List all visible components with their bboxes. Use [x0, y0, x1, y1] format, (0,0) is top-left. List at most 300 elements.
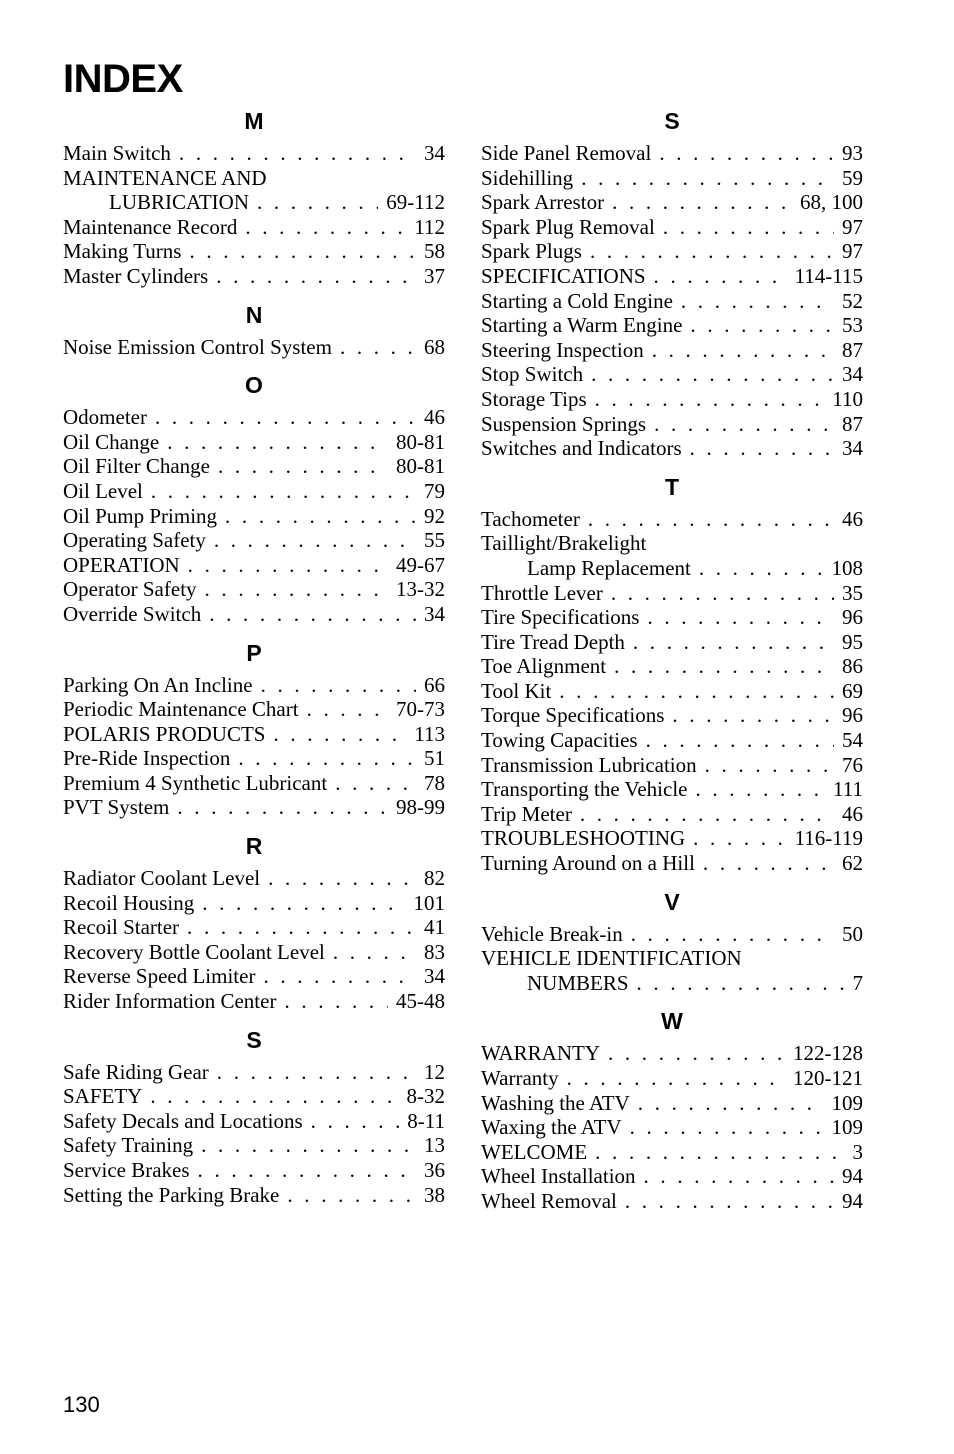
- dot-leader: [189, 239, 416, 264]
- index-entry: [63, 264, 445, 289]
- entry-page: 101: [413, 890, 445, 915]
- entry-page: 46: [842, 506, 863, 531]
- entry-name: Override Switch: [63, 601, 202, 626]
- dot-leader: [631, 922, 834, 947]
- index-entry: [481, 1066, 863, 1091]
- entry-name: Switches and Indicators: [481, 436, 682, 461]
- entry-page: 37: [424, 263, 445, 288]
- index-entry: [63, 673, 445, 698]
- index-entry: [481, 753, 863, 778]
- entry-page: 51: [424, 746, 445, 771]
- dot-leader: [216, 264, 416, 289]
- index-entry: [63, 891, 445, 916]
- index-entry: [481, 728, 863, 753]
- dot-leader: [177, 795, 388, 820]
- index-entry: [481, 289, 863, 314]
- dot-leader: [567, 1066, 785, 1091]
- dot-leader: [187, 915, 416, 940]
- entry-name: Side Panel Removal: [481, 141, 652, 165]
- dot-leader: [214, 528, 416, 553]
- entry-name: Parking On An Incline: [63, 672, 253, 697]
- entry-page: 8-11: [407, 1108, 445, 1133]
- entry-page: 111: [833, 777, 863, 802]
- dot-leader: [311, 1109, 400, 1134]
- dot-leader: [690, 313, 834, 338]
- index-entry: [481, 946, 863, 971]
- entry-name: Oil Pump Priming: [63, 503, 218, 528]
- index-entry: [63, 454, 445, 479]
- entry-page: 34: [424, 601, 445, 626]
- index-entry: [481, 922, 863, 947]
- entry-page: 34: [424, 141, 445, 165]
- index-section: [63, 639, 445, 821]
- entry-page: 120-121: [793, 1066, 863, 1090]
- index-entry: [63, 697, 445, 722]
- dot-leader: [151, 479, 416, 504]
- entry-name: Oil Filter Change: [63, 454, 210, 479]
- dot-leader: [307, 697, 388, 722]
- entry-page: 7: [852, 970, 863, 995]
- dot-leader: [703, 851, 834, 876]
- entry-page: 109: [831, 1090, 863, 1115]
- entry-name: Warranty: [481, 1066, 559, 1090]
- entry-page: 13-32: [396, 577, 445, 602]
- index-entry: [481, 777, 863, 802]
- index-entry: [481, 239, 863, 264]
- entry-name: Stop Switch: [481, 362, 584, 387]
- dot-leader: [588, 507, 834, 532]
- entry-name: Suspension Springs: [481, 411, 647, 436]
- dot-leader: [612, 190, 792, 215]
- dot-leader: [284, 989, 388, 1014]
- entry-page: 45-48: [396, 989, 445, 1014]
- index-entry: [63, 1183, 445, 1208]
- entry-name: Throttle Lever: [481, 580, 603, 605]
- entry-name: Setting the Parking Brake: [63, 1182, 280, 1207]
- index-section: [481, 888, 863, 996]
- entry-name: Toe Alignment: [481, 654, 607, 679]
- index-entry: [63, 940, 445, 965]
- dot-leader: [654, 264, 787, 289]
- index-entry: [63, 1084, 445, 1109]
- entry-page: 87: [842, 411, 863, 436]
- index-entry: [481, 1115, 863, 1140]
- entry-page: 12: [424, 1059, 445, 1084]
- entry-page: 36: [424, 1158, 445, 1182]
- index-entry: [481, 851, 863, 876]
- dot-leader: [257, 190, 378, 215]
- entry-name: WELCOME: [481, 1139, 588, 1164]
- index-section: [63, 1026, 445, 1208]
- index-entry: [63, 602, 445, 627]
- index-entry: [63, 528, 445, 553]
- entry-name: Maintenance Record: [63, 214, 238, 239]
- entry-name: Wheel Removal: [481, 1188, 617, 1213]
- entry-page: 83: [424, 939, 445, 964]
- index-entry: [481, 605, 863, 630]
- entry-name: PVT System: [63, 795, 170, 820]
- dot-leader: [647, 605, 834, 630]
- dot-leader: [150, 1084, 398, 1109]
- index-entry: [481, 679, 863, 704]
- entry-name: Recoil Starter: [63, 915, 180, 940]
- index-entry: [63, 577, 445, 602]
- dot-leader: [155, 405, 416, 430]
- entry-name: Transporting the Vehicle: [481, 777, 688, 802]
- section-letter: O: [245, 372, 263, 399]
- entry-page: 94: [842, 1164, 863, 1189]
- entry-name: Spark Plugs: [481, 239, 582, 264]
- entry-name: Starting a Cold Engine: [481, 288, 673, 313]
- dot-leader: [202, 891, 405, 916]
- entry-name: Towing Capacities: [481, 728, 638, 753]
- entry-name: Vehicle Break-in: [481, 921, 623, 946]
- index-entry: [481, 313, 863, 338]
- dot-leader: [245, 215, 406, 240]
- entry-page: 34: [842, 362, 863, 387]
- index-entry: [481, 362, 863, 387]
- entry-name: NUMBERS: [527, 970, 629, 995]
- entry-page: 50: [842, 921, 863, 946]
- entry-name: Master Cylinders: [63, 263, 209, 288]
- index-entry: [63, 989, 445, 1014]
- dot-leader: [340, 335, 416, 360]
- entry-name: WARRANTY: [481, 1041, 600, 1066]
- dot-leader: [595, 1140, 844, 1165]
- index-entry: [481, 387, 863, 412]
- entry-page: 86: [842, 654, 863, 679]
- dot-leader: [198, 1158, 416, 1183]
- index-entry: [481, 436, 863, 461]
- index-entry: [481, 141, 863, 166]
- entry-page: 87: [842, 337, 863, 362]
- dot-leader: [614, 654, 834, 679]
- dot-leader: [333, 940, 416, 965]
- index-entry: [481, 802, 863, 827]
- section-letter: S: [664, 108, 680, 134]
- entry-name: Storage Tips: [481, 386, 587, 411]
- entry-page: 96: [842, 605, 863, 630]
- entry-page: 49-67: [396, 552, 445, 577]
- index-entry: [481, 264, 863, 289]
- page-number: 130: [63, 1392, 100, 1417]
- entry-page: 116-119: [794, 826, 863, 851]
- entry-page: 68, 100: [800, 190, 863, 215]
- index-entry: [63, 166, 445, 191]
- entry-page: 97: [842, 214, 863, 239]
- dot-leader: [559, 679, 834, 704]
- entry-name: Taillight/Brakelight: [481, 531, 647, 556]
- entry-name: OPERATION: [63, 552, 180, 577]
- entry-name: Waxing the ATV: [481, 1115, 622, 1140]
- dot-leader: [672, 703, 834, 728]
- entry-page: 110: [832, 386, 863, 411]
- dot-leader: [611, 581, 834, 606]
- index-entry: [63, 915, 445, 940]
- index-column-right: [481, 106, 863, 1226]
- dot-leader: [590, 239, 834, 264]
- index-entry: [63, 504, 445, 529]
- dot-leader: [261, 673, 416, 698]
- entry-name: Washing the ATV: [481, 1090, 630, 1115]
- entry-page: 69: [842, 678, 863, 703]
- entry-page: 58: [424, 239, 445, 264]
- entry-name: Spark Plug Removal: [481, 214, 655, 239]
- index-entry: [481, 826, 863, 851]
- entry-page: 62: [842, 851, 863, 876]
- index-entry: [63, 771, 445, 796]
- dot-leader: [595, 387, 825, 412]
- index-column-left: [63, 106, 445, 1219]
- entry-page: 113: [414, 721, 445, 746]
- index-entry: [481, 1140, 863, 1165]
- entry-page: 41: [424, 915, 445, 940]
- entry-page: 34: [424, 964, 445, 989]
- entry-page: 112: [414, 214, 445, 239]
- index-entry: [63, 1158, 445, 1183]
- entry-name: Trip Meter: [481, 801, 572, 826]
- dot-leader: [581, 166, 834, 191]
- dot-leader: [654, 412, 834, 437]
- entry-name: Making Turns: [63, 239, 182, 264]
- entry-name: Oil Level: [63, 478, 143, 503]
- entry-page: 69-112: [386, 190, 445, 215]
- index-entry: [481, 531, 863, 556]
- entry-page: 68: [424, 334, 445, 359]
- index-section: [63, 301, 445, 360]
- index-entry: [63, 239, 445, 264]
- entry-name: Service Brakes: [63, 1158, 190, 1182]
- entry-name: Reverse Speed Limiter: [63, 964, 256, 989]
- index-section: [481, 1007, 863, 1213]
- index-entry: [63, 479, 445, 504]
- dot-leader: [646, 728, 834, 753]
- entry-page: 109: [831, 1115, 863, 1140]
- entry-name: Transmission Lubrication: [481, 752, 697, 777]
- dot-leader: [644, 1164, 834, 1189]
- index-entry: [481, 581, 863, 606]
- section-letter: T: [664, 473, 680, 500]
- entry-name: Spark Arrestor: [481, 190, 605, 215]
- dot-leader: [263, 964, 416, 989]
- entry-name: Lamp Replacement: [527, 555, 691, 580]
- entry-name: Odometer: [63, 405, 147, 430]
- entry-name: SPECIFICATIONS: [481, 263, 646, 288]
- index-section: [481, 473, 863, 876]
- dot-leader: [335, 771, 416, 796]
- index-entry: [63, 1109, 445, 1134]
- dot-leader: [663, 215, 834, 240]
- entry-page: 80-81: [396, 454, 445, 479]
- index-entry: [63, 866, 445, 891]
- dot-leader: [218, 454, 388, 479]
- entry-name: Tool Kit: [481, 678, 552, 703]
- entry-name: VEHICLE IDENTIFICATION: [481, 946, 742, 971]
- index-entry: [481, 338, 863, 363]
- section-letter: W: [661, 1008, 683, 1035]
- section-letter: M: [244, 108, 264, 134]
- index-section: [481, 107, 863, 461]
- dot-leader: [179, 141, 416, 166]
- section-letter: N: [245, 301, 263, 328]
- entry-name: SAFETY: [63, 1084, 143, 1109]
- dot-leader: [225, 504, 416, 529]
- entry-name: Recoil Housing: [63, 890, 195, 915]
- index-entry: [63, 746, 445, 771]
- dot-leader: [625, 1189, 834, 1214]
- entry-page: 108: [831, 555, 863, 580]
- entry-name: Oil Change: [63, 429, 160, 454]
- entry-page: 70-73: [396, 697, 445, 722]
- dot-leader: [633, 630, 834, 655]
- index-entry: [63, 553, 445, 578]
- index-entry: [481, 412, 863, 437]
- index-entry: [481, 971, 863, 996]
- entry-name: Starting a Warm Engine: [481, 313, 683, 338]
- index-entry: [481, 1091, 863, 1116]
- index-entry: [481, 166, 863, 191]
- dot-leader: [580, 802, 834, 827]
- entry-page: 13: [424, 1133, 445, 1158]
- index-entry: [481, 507, 863, 532]
- section-letter: R: [245, 833, 263, 860]
- index-entry: [481, 215, 863, 240]
- index-entry: [63, 335, 445, 360]
- section-letter: P: [246, 639, 262, 666]
- entry-page: 38: [424, 1182, 445, 1207]
- entry-page: 93: [842, 141, 863, 165]
- entry-name: Operating Safety: [63, 528, 206, 553]
- dot-leader: [205, 577, 388, 602]
- section-letter: S: [246, 1026, 262, 1053]
- index-section: [63, 107, 445, 289]
- page-title: INDEX: [63, 57, 183, 101]
- dot-leader: [268, 866, 416, 891]
- entry-name: Steering Inspection: [481, 337, 644, 362]
- dot-leader: [287, 1183, 416, 1208]
- dot-leader: [591, 362, 834, 387]
- dot-leader: [217, 1060, 416, 1085]
- entry-name: Safe Riding Gear: [63, 1059, 209, 1084]
- index-entry: [63, 1060, 445, 1085]
- entry-name: Tire Tread Depth: [481, 629, 625, 654]
- entry-page: 79: [424, 478, 445, 503]
- entry-name: Wheel Installation: [481, 1164, 636, 1189]
- dot-leader: [699, 556, 824, 581]
- entry-name: Premium 4 Synthetic Lubricant: [63, 770, 328, 795]
- dot-leader: [690, 436, 834, 461]
- index-entry: [481, 703, 863, 728]
- entry-name: Safety Training: [63, 1133, 194, 1158]
- entry-page: 78: [424, 770, 445, 795]
- dot-leader: [209, 602, 416, 627]
- index-entry: [63, 430, 445, 455]
- index-entry: [63, 141, 445, 166]
- entry-page: 3: [852, 1139, 863, 1164]
- dot-leader: [188, 553, 388, 578]
- index-entry: [481, 630, 863, 655]
- entry-name: Radiator Coolant Level: [63, 866, 261, 891]
- dot-leader: [637, 971, 845, 996]
- index-entry: [63, 795, 445, 820]
- dot-leader: [167, 430, 388, 455]
- entry-name: POLARIS PRODUCTS: [63, 721, 266, 746]
- entry-page: 94: [842, 1188, 863, 1213]
- index-entry: [63, 964, 445, 989]
- entry-name: Sidehilling: [481, 165, 574, 190]
- dot-leader: [681, 289, 834, 314]
- entry-name: Operator Safety: [63, 577, 197, 602]
- entry-name: LUBRICATION: [109, 190, 249, 215]
- entry-page: 82: [424, 866, 445, 891]
- index-entry: [63, 405, 445, 430]
- index-entry: [481, 190, 863, 215]
- entry-page: 34: [842, 436, 863, 461]
- index-entry: [63, 190, 445, 215]
- dot-leader: [608, 1041, 785, 1066]
- dot-leader: [201, 1133, 416, 1158]
- dot-leader: [652, 338, 834, 363]
- entry-name: Tire Specifications: [481, 605, 640, 630]
- index-section: [63, 371, 445, 626]
- entry-page: 76: [842, 752, 863, 777]
- dot-leader: [638, 1091, 824, 1116]
- entry-page: 92: [424, 503, 445, 528]
- entry-name: Main Switch: [63, 141, 171, 165]
- entry-name: Rider Information Center: [63, 989, 277, 1014]
- entry-page: 122-128: [793, 1041, 863, 1066]
- entry-name: MAINTENANCE AND: [63, 165, 267, 190]
- entry-page: 53: [842, 313, 863, 338]
- index-entry: [63, 1133, 445, 1158]
- index-entry: [481, 1164, 863, 1189]
- entry-page: 46: [424, 405, 445, 430]
- entry-page: 59: [842, 165, 863, 190]
- entry-name: TROUBLESHOOTING: [481, 826, 686, 851]
- entry-page: 80-81: [396, 429, 445, 454]
- entry-page: 55: [424, 528, 445, 553]
- entry-name: Pre-Ride Inspection: [63, 746, 231, 771]
- dot-leader: [238, 746, 416, 771]
- dot-leader: [693, 826, 786, 851]
- entry-name: Periodic Maintenance Chart: [63, 697, 299, 722]
- entry-name: Safety Decals and Locations: [63, 1108, 303, 1133]
- dot-leader: [630, 1115, 824, 1140]
- section-letter: V: [664, 888, 680, 915]
- index-entry: [481, 556, 863, 581]
- dot-leader: [273, 722, 406, 747]
- dot-leader: [705, 753, 834, 778]
- index-entry: [63, 722, 445, 747]
- entry-name: Turning Around on a Hill: [481, 851, 695, 876]
- entry-page: 66: [424, 672, 445, 697]
- entry-page: 35: [842, 580, 863, 605]
- index-entry: [481, 1189, 863, 1214]
- entry-page: 52: [842, 288, 863, 313]
- entry-page: 54: [842, 728, 863, 753]
- entry-name: Noise Emission Control System: [63, 334, 332, 359]
- entry-page: 96: [842, 703, 863, 728]
- entry-page: 46: [842, 801, 863, 826]
- index-section: [63, 832, 445, 1014]
- entry-page: 8-32: [406, 1084, 445, 1109]
- entry-page: 97: [842, 239, 863, 264]
- index-entry: [481, 654, 863, 679]
- index-entry: [63, 215, 445, 240]
- entry-name: Torque Specifications: [481, 703, 665, 728]
- entry-page: 114-115: [794, 263, 863, 288]
- entry-name: Tachometer: [481, 506, 580, 531]
